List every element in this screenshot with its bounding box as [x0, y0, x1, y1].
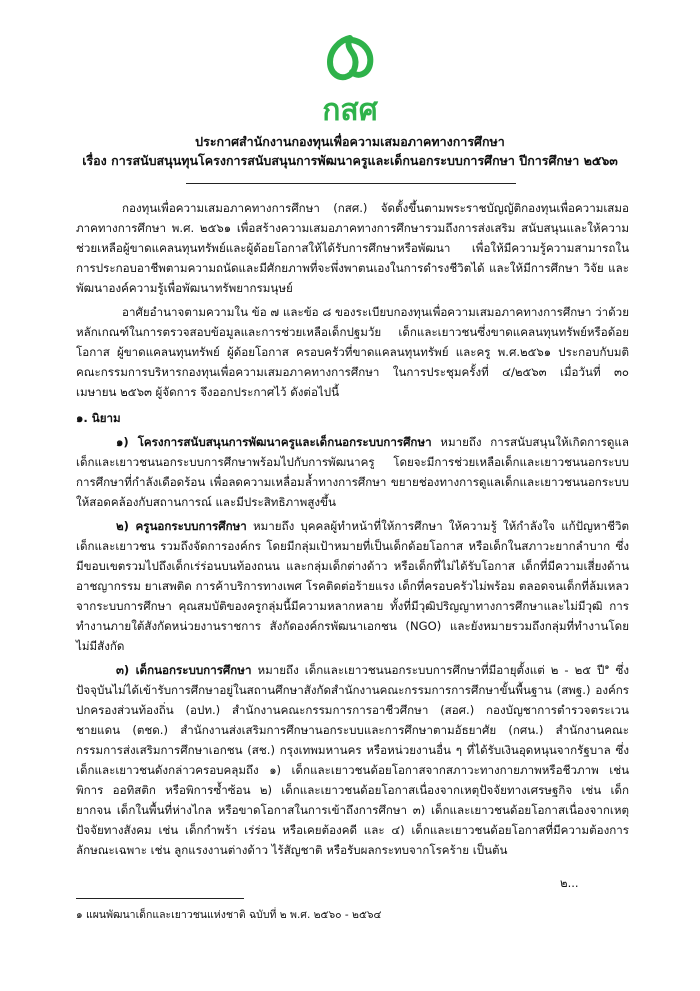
definition-3-term: ๓) เด็กนอกระบบการศึกษา — [116, 663, 252, 677]
authority-paragraph: อาศัยอำนาจตามความใน ข้อ ๗ และข้อ ๘ ของระเบียบกองทุนเพื่อความเสมอภาคทางการศึกษา ว่าด้วยหลักเกณฑ์ในการตรวจสอบข้อมูลและการช่วยเหลือเด็กปฐมวัย เด็กและเยาวชนซึ่งขาดแคลนทุนทรัพย์หรือด้อยโอกาส ผู้ขาดแคลนทุนทรัพย์ ผู้ด้อยโอกาส ครอบครัวที่ขาดแคลนทุนทรัพย์ และครู พ.ศ.๒๕๖๑ ประกอบกับมติคณะกรรมการบริหารกองทุนเพื่อความเสมอภาคทางการศึกษา ในการประชุมครั้งที่ ๔/๒๕๖๓ เมื่อวันที่ ๓๐ เมษายน ๒๕๖๓ ผู้จัดการ จึงออกประกาศไว้ ดังต่อไปนี้ — [76, 305, 629, 399]
definition-2-text: หมายถึง บุคคลผู้ทำหน้าที่ให้การศึกษา ให้ความรู้ ให้กำลังใจ แก้ปัญหาชีวิตเด็กและเยาวชน รวมถึงจัดการองค์กร โดยมีกลุ่มเป้าหมายที่เป็นเด็กด้อยโอกาส หรือเด็กในสภาวะยากลำบาก ซึ่งมีขอบเขตรวมไปถึงเด็กเร่ร่อนบนท้องถนน และกลุ่มเด็กต่างด้าว หรือเด็กที่ไม่ได้รับโอกาส เด็กที่มีความเสี่ยงด้านอาชญากรรม ยาเสพติด การค้าบริการทางเพศ โรคติดต่อร้ายแรง เด็กที่ครอบครัวไม่พร้อม ตลอดจนเด็กที่ล้มเหลวจากระบบการศึกษา คุณสมบัติของครูกลุ่มนี้มีความหลากหลาย ทั้งที่มีวุฒิปริญญาทางการศึกษาและไม่มีวุฒิ การทำงานภายใต้สังกัดหน่วยงานราชการ สังกัดองค์กรพัฒนาเอกชน (NGO) และยังหมายรวมถึงกลุ่มที่ทำงานโดยไม่มีสังกัด — [76, 519, 629, 653]
definition-2 — [76, 516, 629, 656]
title-divider — [186, 183, 516, 184]
definition-3-text: หมายถึง เด็กและเยาวชนนอกระบบการศึกษาที่มีอายุตั้งแต่ ๒ - ๒๕ ปี — [251, 663, 605, 677]
document-body — [76, 198, 629, 864]
footnote: ๑ แผนพัฒนาเด็กและเยาวชนแห่งชาติ ฉบับที่ ๒ พ.ศ. ๒๕๖๐ - ๒๕๖๔ — [76, 909, 382, 921]
intro-paragraph: กองทุนเพื่อความเสมอภาคทางการศึกษา (กสศ.) จัดตั้งขึ้นตามพระราชบัญญัติกองทุนเพื่อความเสมอภาคทางการศึกษา พ.ศ. ๒๕๖๑ เพื่อสร้างความเสมอภาคทางการศึกษารวมถึงการส่งเสริม สนับสนุนและให้ความช่วยเหลือผู้ขาดแคลนทุนทรัพย์และผู้ด้อยโอกาสให้ได้รับการศึกษาหรือพัฒนา เพื่อให้มีความรู้ความสามารถในการประกอบอาชีพตามความถนัดและมีศักยภาพที่จะพึ่งพาตนเองในการดำรงชีวิตได้ และให้มีการศึกษา วิจัย และพัฒนาองค์ความรู้เพื่อพัฒนาทรัพยากรมนุษย์ — [76, 201, 629, 295]
kss-logo — [300, 30, 400, 130]
definition-3 — [76, 660, 629, 860]
footnote-marker[interactable]: ๑ — [604, 662, 610, 672]
definition-2-term: ๒) ครูนอกระบบการศึกษา — [116, 519, 247, 533]
footnote-divider — [76, 898, 244, 899]
definition-1 — [76, 432, 629, 512]
announcement-subject: เรื่อง การสนับสนุนทุนโครงการสนับสนุนการพัฒนาครูและเด็กนอกระบบการศึกษา ปีการศึกษา ๒๕๖๓ — [82, 153, 618, 168]
leaf-logo-icon — [300, 30, 400, 130]
definition-1-text: หมายถึง การสนับสนุนให้เกิดการดูแลเด็กและเยาวชนนอกระบบการศึกษาพร้อมไปกับการพัฒนาครู โดยจะมีการช่วยเหลือเด็กและเยาวชนนอกระบบการศึกษาที่กำลังเดือดร้อน เพื่อลดความเหลื่อมล้ำทางการศึกษา ขยายช่องทางการดูแลเด็กและเยาวชนนอกระบบให้สอดคล้องกับสถานการณ์ และมีประสิทธิภาพสูงขึ้น — [76, 435, 629, 509]
announcement-title: ประกาศสำนักงานกองทุนเพื่อความเสมอภาคทางการศึกษา — [195, 134, 505, 149]
definition-3-text-cont: ซึ่งปัจจุบันไม่ได้เข้ารับการศึกษาอยู่ในสถานศึกษาสังกัดสำนักงานคณะกรรมการการศึกษาขั้นพื้นฐาน (สพฐ.) องค์กรปกครองส่วนท้องถิ่น (อปท.) สำนักงานคณะกรรมการการอาชีวศึกษา (สอศ.) กองบัญชาการตำรวจตระเวนชายแดน (ตชด.) สำนักงานส่งเสริมการศึกษานอกระบบและการศึกษาตามอัธยาศัย (กศน.) สำนักงานคณะกรรมการส่งเสริมการศึกษาเอกชน (สช.) กรุงเทพมหานคร หรือหน่วยงานอื่น ๆ ที่ได้รับเงินอุดหนุนจากรัฐบาล ซึ่งเด็กและเยาวชนดังกล่าวครอบคลุมถึง ๑) เด็กและเยาวชนด้อยโอกาสจากสภาวะทางกายภาพหรือชีวภาพ เช่น พิการ ออทิสติก หรือพิการซ้ำซ้อน ๒) เด็กและเยาวชนด้อยโอกาสเนื่องจากเหตุปัจจัยทางเศรษฐกิจ เช่น เด็กยากจน เด็กในพื้นที่ห่างไกล หรือขาดโอกาสในการเข้าถึงการศึกษา ๓) เด็กและเยาวชนด้อยโอกาสเนื่องจากเหตุปัจจัยทางสังคม เช่น เด็กกำพร้า เร่ร่อน หรือเคยต้องคดี และ ๔) เด็กและเยาวชนด้อยโอกาสที่มีความต้องการลักษณะเฉพาะ เช่น ลูกแรงงานต่างด้าว ไร้สัญชาติ หรือรับผลกระทบจากโรคร้าย เป็นต้น — [76, 663, 629, 857]
definition-1-term: ๑) โครงการสนับสนุนการพัฒนาครูและเด็กนอกระบบการศึกษา — [116, 435, 432, 449]
page-continuation: ๒... — [560, 876, 579, 890]
section-heading-definitions: ๑. นิยาม — [76, 411, 121, 425]
logo-text: กสศ — [322, 93, 378, 128]
